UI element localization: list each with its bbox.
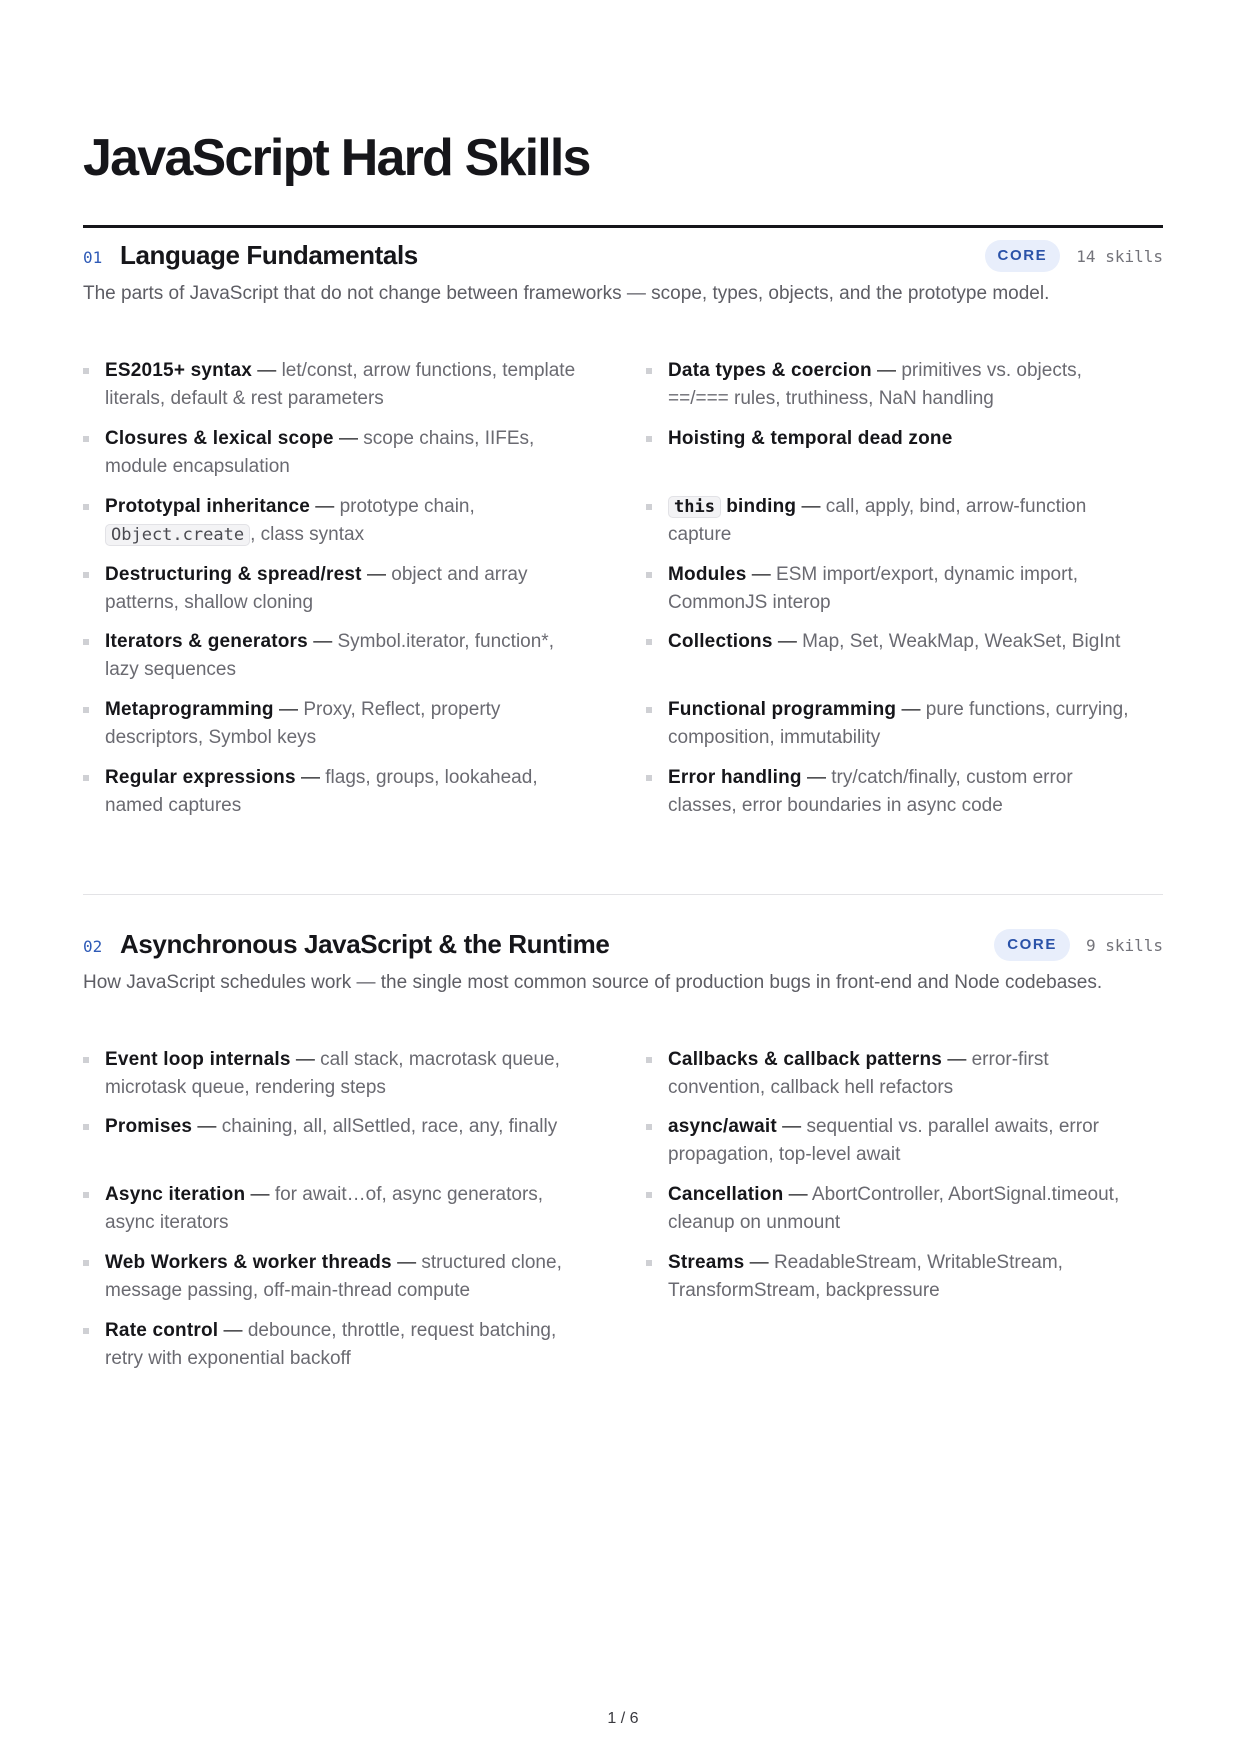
- skill-detail: Symbol.iterator, function*, lazy sequences: [105, 631, 554, 680]
- skill-name: ES2015+ syntax: [105, 360, 252, 381]
- skill-item: Data types & coercion — primitives vs. objects, ==/=== rules, truthiness, NaN handling: [646, 357, 1146, 413]
- skill-item: Event loop internals — call stack, macrotask queue, microtask queue, rendering steps: [83, 1046, 583, 1102]
- skill-item: Callbacks & callback patterns — error-first convention, callback hell refactors: [646, 1046, 1146, 1102]
- skill-name: Promises: [105, 1116, 193, 1137]
- skill-name: Destructuring & spread/rest: [105, 564, 362, 585]
- skill-name: Regular expressions: [105, 767, 296, 788]
- skill-item: Collections — Map, Set, WeakMap, WeakSet, BigInt: [646, 628, 1146, 656]
- skill-item: Prototypal inheritance — prototype chain, Object.create , class syntax: [83, 493, 583, 549]
- section-title: Language Fundamentals: [120, 240, 418, 270]
- skill-name: Data types & coercion: [668, 360, 872, 381]
- skill-name: async/await: [668, 1116, 777, 1137]
- skill-item: this binding — call, apply, bind, arrow-function capture: [646, 493, 1146, 549]
- skill-item: Error handling — try/catch/finally, custom error classes, error boundaries in async code: [646, 764, 1146, 820]
- skill-item: Iterators & generators — Symbol.iterator, function*, lazy sequences: [83, 628, 583, 684]
- skill-detail: call, apply, bind, arrow-function capture: [668, 496, 1087, 545]
- skill-item: ES2015+ syntax — let/const, arrow functions, template literals, default & rest parameters: [83, 357, 583, 413]
- skill-detail: Proxy, Reflect, property descriptors, Symbol keys: [105, 699, 501, 748]
- skill-detail: , class syntax: [250, 524, 365, 545]
- skill-item: Closures & lexical scope — scope chains, IIFEs, module encapsulation: [83, 425, 583, 481]
- skill-detail: error-first convention, callback hell refactors: [668, 1049, 1049, 1098]
- skill-detail: object and array patterns, shallow cloning: [105, 564, 528, 613]
- section-number: 01: [83, 248, 103, 267]
- skill-item: Destructuring & spread/rest — object and array patterns, shallow cloning: [83, 561, 583, 617]
- skill-detail: primitives vs. objects, ==/=== rules, truthiness, NaN handling: [668, 360, 1082, 409]
- skill-detail: sequential vs. parallel awaits, error propagation, top-level await: [668, 1116, 1099, 1165]
- skill-name: Functional programming: [668, 699, 897, 720]
- skill-name: Prototypal inheritance: [105, 496, 310, 517]
- skill-detail: flags, groups, lookahead, named captures: [105, 767, 538, 816]
- skill-detail: ESM import/export, dynamic import, CommonJS interop: [668, 564, 1079, 613]
- document-page: [83, 0, 1163, 1756]
- skill-name: Hoisting & temporal dead zone: [668, 428, 953, 449]
- inline-code: this: [668, 496, 721, 518]
- skill-item: Rate control — debounce, throttle, request batching, retry with exponential backoff: [83, 1317, 583, 1373]
- skill-name: Rate control: [105, 1320, 219, 1341]
- skill-detail: prototype chain,: [339, 496, 475, 517]
- skill-detail: pure functions, currying, composition, immutability: [668, 699, 1129, 748]
- skill-item: Async iteration — for await…of, async generators, async iterators: [83, 1181, 583, 1237]
- page-title: JavaScript Hard Skills: [83, 129, 590, 187]
- skill-name: Iterators & generators: [105, 631, 308, 652]
- skill-name: Callbacks & callback patterns: [668, 1049, 943, 1070]
- skill-detail: Map, Set, WeakMap, WeakSet, BigInt: [802, 631, 1121, 652]
- skill-item: Modules — ESM import/export, dynamic import, CommonJS interop: [646, 561, 1146, 617]
- skill-detail: AbortController, AbortSignal.timeout, cleanup on unmount: [668, 1184, 1120, 1233]
- skill-name: Streams: [668, 1252, 745, 1273]
- section-description: How JavaScript schedules work — the single most common source of production bugs in front-end and Node codebases.: [83, 972, 1103, 993]
- skill-detail: scope chains, IIFEs, module encapsulation: [105, 428, 535, 477]
- skill-item: [646, 425, 1146, 453]
- skill-detail: debounce, throttle, request batching, retry with exponential backoff: [105, 1320, 557, 1369]
- skill-item: Promises — chaining, all, allSettled, race, any, finally: [83, 1113, 583, 1141]
- skill-name: Closures & lexical scope: [105, 428, 334, 449]
- skill-name: binding: [726, 496, 797, 517]
- skill-name: Collections: [668, 631, 773, 652]
- skill-item: Metaprogramming — Proxy, Reflect, property descriptors, Symbol keys: [83, 696, 583, 752]
- section-title: Asynchronous JavaScript & the Runtime: [120, 929, 610, 959]
- inline-code: Object.create: [105, 524, 250, 546]
- section-description: The parts of JavaScript that do not change between frameworks — scope, types, objects, and the prototype model.: [83, 283, 1050, 304]
- skill-count: 14 skills: [1076, 246, 1163, 266]
- core-badge: CORE: [994, 929, 1070, 961]
- section-meta: [985, 239, 1163, 273]
- skill-detail: try/catch/finally, custom error classes, error boundaries in async code: [668, 767, 1073, 816]
- skill-name: Cancellation: [668, 1184, 784, 1205]
- section-divider: [83, 894, 1163, 895]
- section-header: [83, 238, 1163, 274]
- skill-name: Async iteration: [105, 1184, 246, 1205]
- skill-detail: structured clone, message passing, off-main-thread compute: [105, 1252, 562, 1301]
- skill-item: Functional programming — pure functions, currying, composition, immutability: [646, 696, 1146, 752]
- skill-item: Cancellation — AbortController, AbortSignal.timeout, cleanup on unmount: [646, 1181, 1146, 1237]
- section-meta: [994, 928, 1163, 962]
- skill-item: Streams — ReadableStream, WritableStream, TransformStream, backpressure: [646, 1249, 1146, 1305]
- page-indicator: 1 / 6: [607, 1710, 639, 1727]
- skill-name: Metaprogramming: [105, 699, 274, 720]
- skill-name: Modules: [668, 564, 747, 585]
- skill-detail: call stack, macrotask queue, microtask queue, rendering steps: [105, 1049, 560, 1098]
- core-badge: CORE: [985, 240, 1061, 272]
- skill-detail: let/const, arrow functions, template literals, default & rest parameters: [105, 360, 576, 409]
- skill-detail: for await…of, async generators, async iterators: [105, 1184, 544, 1233]
- section-number: 02: [83, 937, 103, 956]
- title-divider: [83, 225, 1163, 228]
- skill-name: Error handling: [668, 767, 802, 788]
- skill-item: async/await — sequential vs. parallel awaits, error propagation, top-level await: [646, 1113, 1146, 1169]
- skill-name: Event loop internals: [105, 1049, 291, 1070]
- skill-item: Regular expressions — flags, groups, lookahead, named captures: [83, 764, 583, 820]
- skill-name: Web Workers & worker threads: [105, 1252, 392, 1273]
- skill-detail: chaining, all, allSettled, race, any, finally: [221, 1116, 558, 1137]
- skill-count: 9 skills: [1085, 935, 1163, 955]
- skill-item: Web Workers & worker threads — structured clone, message passing, off-main-thread compute: [83, 1249, 583, 1305]
- section-header: [83, 927, 1163, 963]
- skill-detail: ReadableStream, WritableStream, TransformStream, backpressure: [668, 1252, 1063, 1301]
